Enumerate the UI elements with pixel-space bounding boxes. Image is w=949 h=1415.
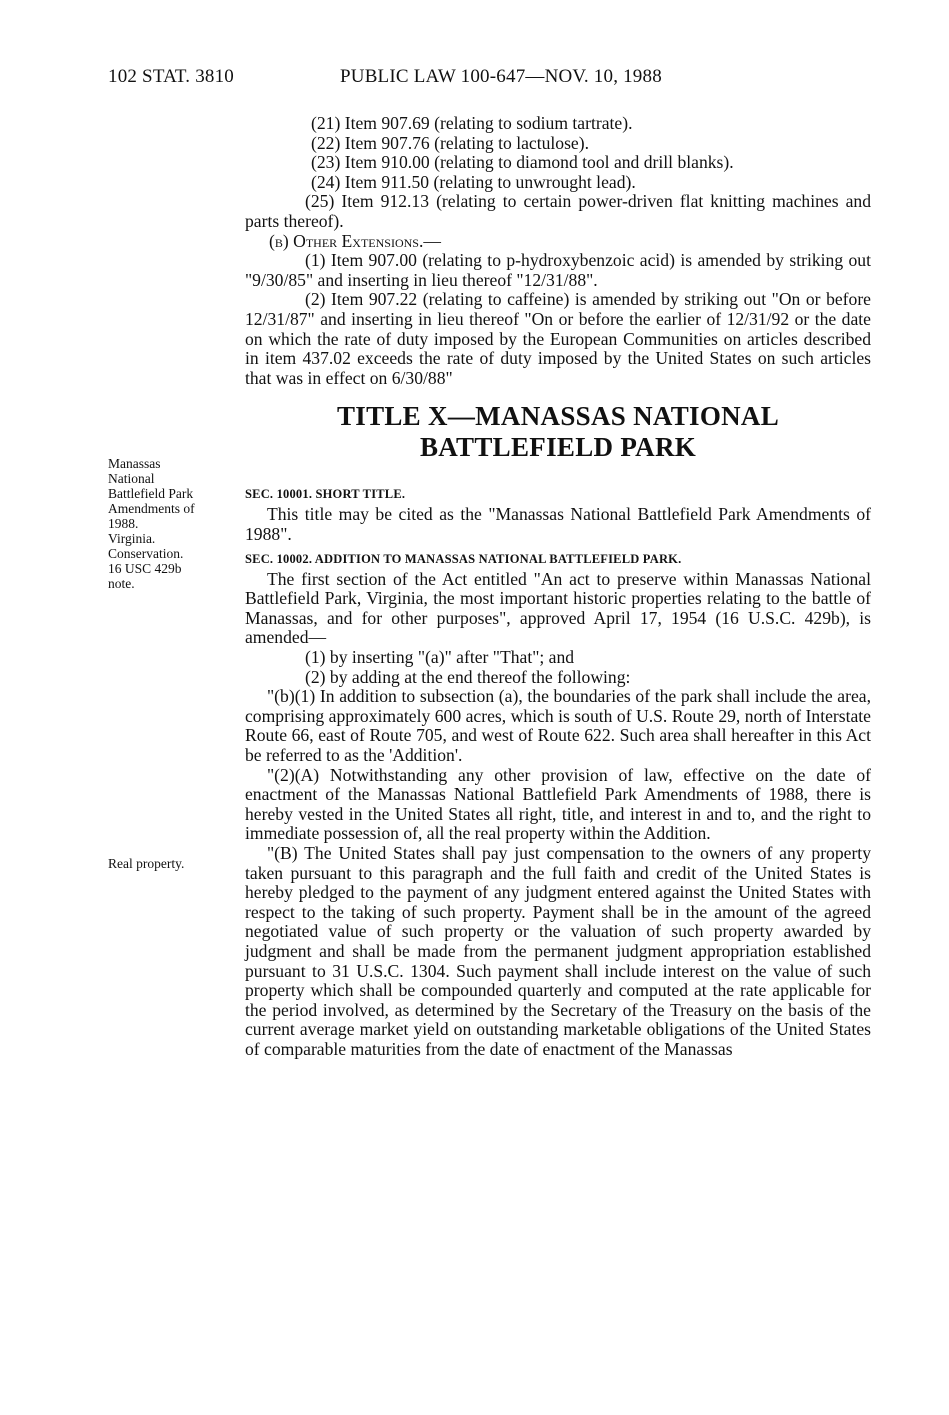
stat-page-number: 102 STAT. 3810: [108, 66, 235, 87]
margin-note-line: Conservation.: [108, 546, 184, 561]
margin-note-line: National: [108, 471, 155, 486]
title-heading: [245, 401, 871, 463]
section-10001-body: This title may be cited as the "Manassas National Battlefield Park Amendments of 1988".: [245, 503, 871, 544]
section-10002-heading: SEC. 10002. ADDITION TO MANASSAS NATIONAL BATTLEFIELD PARK.: [245, 552, 682, 567]
title-line-1: TITLE X—MANASSAS NATIONAL: [336, 401, 780, 432]
main-text-column: [245, 114, 871, 1060]
margin-note-real-property: Real property.: [108, 856, 185, 871]
item-23: (23) Item 910.00 (relating to diamond tool and drill blanks).: [311, 152, 734, 173]
section-10002-intro: The first section of the Act entitled "An act to preserve within Manassas National Battlefield Park, Virginia, the most important historic properties relating to the battle of Manassas, and for other purposes", approved April 17, 1954 (16 U.S.C. 429b), is amended—: [245, 568, 871, 648]
section-10002-item-2: (2) by adding at the end thereof the following:: [305, 666, 631, 687]
margin-note-line: Virginia.: [108, 531, 156, 546]
margin-note-line: Amendments of: [108, 501, 195, 516]
margin-note-line: Manassas: [108, 456, 161, 471]
section-10002-item-1: (1) by inserting "(a)" after "That"; and: [305, 647, 575, 668]
margin-note-line: 16 USC 429b: [108, 561, 182, 576]
subsection-b-1: "(b)(1) In addition to subsection (a), the boundaries of the park shall include the area, comprising approximately 600 acres, which is south of U.S. Route 29, north of Interstate Route 66, east of Route 705, and west of Route 622. Such area shall hereafter in this Act be referred to as the 'Addition'.: [245, 686, 871, 766]
paragraph-2-b: "(B) The United States shall pay just compensation to the owners of any property taken pursuant to this paragraph and the full faith and credit of the United States is hereby pledged to the payment of any judgment entered against the United States with respect to the taking of such property. Payment shall be in the amount of the agreed negotiated value of such property or the valuation of such property awarded by judgment and shall be made from the permanent judgment appropriation established pursuant to 31 U.S.C. 1304. Such payment shall include interest on the value of such property which shall be compounded quarterly and computed at the rate applicable for the period involved, as determined by the Secretary of the Treasury on the basis of the current average market yield on outstanding marketable obligations of the United States of comparable maturities from the date of enactment of the Manassas: [245, 843, 871, 1059]
item-21: (21) Item 907.69 (relating to sodium tartrate).: [311, 113, 633, 133]
item-25: (25) Item 912.13 (relating to certain power-driven flat knitting machines and parts thereof).: [245, 191, 871, 231]
margin-note-line: note.: [108, 576, 135, 591]
margin-note-line: Battlefield Park: [108, 486, 194, 501]
running-header: [108, 66, 868, 92]
other-extensions-heading: (b) Other Extensions.—: [269, 230, 441, 251]
section-10001-heading: SEC. 10001. SHORT TITLE.: [245, 487, 406, 502]
other-extension-2: (2) Item 907.22 (relating to caffeine) is amended by striking out "On or before 12/31/87" and inserting in lieu thereof "On or before the earlier of 12/31/92 or the date on which the rate of duty imposed by the European Communities on articles described in item 437.02 exceeds the rate of duty imposed by the United States on such articles that was in effect on 6/30/88": [245, 289, 871, 388]
title-line-2: BATTLEFIELD PARK: [419, 432, 697, 463]
item-22: (22) Item 907.76 (relating to lactulose).: [311, 132, 589, 153]
other-extension-1: (1) Item 907.00 (relating to p-hydroxybenzoic acid) is amended by striking out "9/30/85" and inserting in lieu thereof "12/31/88".: [245, 250, 871, 290]
paragraph-2-a: "(2)(A) Notwithstanding any other provision of law, effective on the date of enactment of the Manassas National Battlefield Park Amendments of 1988, there is hereby vested in the United States all right, title, and interest in and to, and the right to immediate possession of, all the real property within the Addition.: [245, 764, 871, 844]
margin-note-short-title: [108, 456, 238, 591]
item-24: (24) Item 911.50 (relating to unwrought lead).: [311, 171, 636, 192]
public-law-citation: PUBLIC LAW 100-647—NOV. 10, 1988: [340, 66, 662, 87]
margin-note-line: 1988.: [108, 516, 139, 531]
